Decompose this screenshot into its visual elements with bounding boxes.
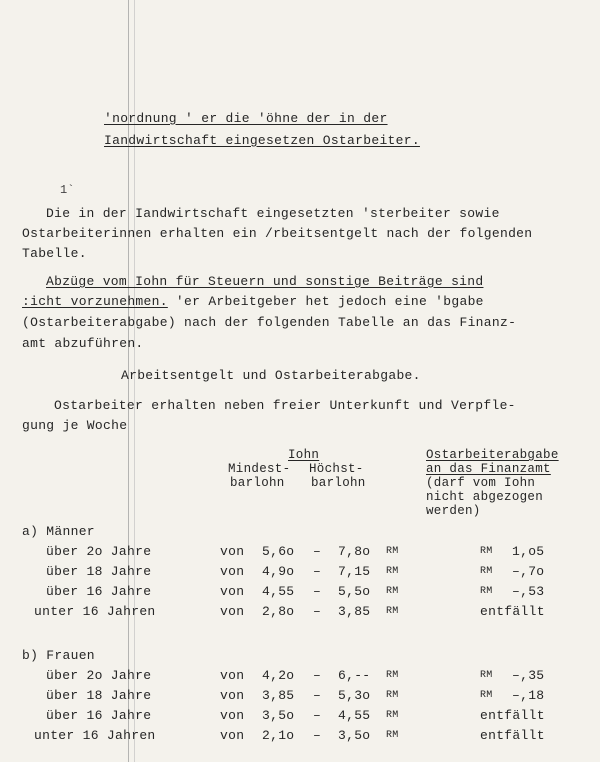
row-dash: – [313, 728, 322, 743]
row-category: über 2o Jahre [46, 668, 152, 683]
p3-line-1: Ostarbeiter erhalten neben freier Unterkunft und Verpfle- [54, 398, 516, 413]
mindest-header-2: barlohn [230, 476, 285, 490]
row-category: über 18 Jahre [46, 688, 152, 703]
row-von: von [220, 544, 245, 559]
row-abgabe: –,7o [512, 564, 545, 579]
subheading: Arbeitsentgelt und Ostarbeiterabgabe. [121, 368, 421, 383]
row-category: über 2o Jahre [46, 544, 152, 559]
mindest-header-1: Mindest- [228, 462, 291, 476]
row-min: 4,2o [262, 668, 295, 683]
row-min: 4,55 [262, 584, 295, 599]
row-currency: RM [386, 606, 399, 617]
row-min: 2,8o [262, 604, 295, 619]
row-max: 3,85 [338, 604, 371, 619]
lohn-header: Iohn [288, 448, 320, 462]
row-min: 2,1o [262, 728, 295, 743]
row-currency: RM [386, 670, 399, 681]
row-max: 4,55 [338, 708, 371, 723]
abgabe-header-1: Ostarbeiterabgabe [426, 448, 559, 462]
row-abgabe: entfällt [480, 604, 545, 619]
row-max: 7,8o [338, 544, 371, 559]
hoechst-header-1: Höchst- [309, 462, 364, 476]
p1-line-1: Die in der Iandwirtschaft eingesetzten 'sterbeiter sowie [46, 206, 500, 221]
row-von: von [220, 604, 245, 619]
row-abgabe: entfällt [480, 728, 545, 743]
p1-line-2: Ostarbeiterinnen erhalten ein /rbeitsentgelt nach der folgenden [22, 226, 533, 241]
abgabe-header-5: werden) [426, 504, 481, 518]
row-von: von [220, 564, 245, 579]
row-abgabe: –,35 [512, 668, 545, 683]
row-abgabe-currency: RM [480, 670, 493, 681]
row-currency: RM [386, 546, 399, 557]
row-category: über 16 Jahre [46, 584, 152, 599]
row-min: 3,5o [262, 708, 295, 723]
p2-line-4: amt abzuführen. [22, 336, 144, 351]
p2-line-2-rest: 'er Arbeitgeber het jedoch eine 'bgabe [167, 294, 484, 309]
row-dash: – [313, 604, 322, 619]
p2-line-3: (Ostarbeiterabgabe) nach der folgenden Tabelle an das Finanz- [22, 315, 517, 330]
group-label-maenner: a) Männer [22, 524, 95, 539]
row-von: von [220, 584, 245, 599]
row-von: von [220, 708, 245, 723]
row-abgabe: 1,o5 [512, 544, 545, 559]
abgabe-header-4: nicht abgezogen [426, 490, 544, 504]
row-dash: – [313, 688, 322, 703]
row-min: 5,6o [262, 544, 295, 559]
title-line-2: Iandwirtschaft eingesetzen Ostarbeiter. [104, 133, 420, 148]
row-abgabe-currency: RM [480, 690, 493, 701]
row-category: über 16 Jahre [46, 708, 152, 723]
row-abgabe: entfällt [480, 708, 545, 723]
p3-line-2: gung je Woche [22, 418, 128, 433]
p2-line-2-underlined: :icht vorzunehmen. [22, 294, 168, 309]
row-dash: – [313, 668, 322, 683]
row-dash: – [313, 584, 322, 599]
row-max: 6,-- [338, 668, 371, 683]
row-abgabe-currency: RM [480, 546, 493, 557]
row-abgabe-currency: RM [480, 566, 493, 577]
row-von: von [220, 728, 245, 743]
row-min: 4,9o [262, 564, 295, 579]
title-line-1: 'nordnung ' er die 'öhne der in der [104, 111, 388, 126]
row-dash: – [313, 708, 322, 723]
p2-line-2 [22, 294, 484, 310]
row-category: unter 16 Jahren [34, 728, 156, 743]
row-category: unter 16 Jahren [34, 604, 156, 619]
abgabe-header-3: (darf vom Iohn [426, 476, 536, 490]
row-currency: RM [386, 586, 399, 597]
row-dash: – [313, 544, 322, 559]
row-von: von [220, 688, 245, 703]
row-min: 3,85 [262, 688, 295, 703]
row-currency: RM [386, 566, 399, 577]
row-max: 3,5o [338, 728, 371, 743]
row-category: über 18 Jahre [46, 564, 152, 579]
row-dash: – [313, 564, 322, 579]
abgabe-header-2: an das Finanzamt [426, 462, 551, 476]
group-label-frauen: b) Frauen [22, 648, 95, 663]
p2-line-1: Abzüge vom Iohn für Steuern und sonstige Beiträge sind [46, 274, 484, 289]
row-max: 5,3o [338, 688, 371, 703]
row-currency: RM [386, 690, 399, 701]
row-max: 7,15 [338, 564, 371, 579]
row-max: 5,5o [338, 584, 371, 599]
row-abgabe: –,18 [512, 688, 545, 703]
p1-line-3: Tabelle. [22, 246, 87, 261]
row-currency: RM [386, 710, 399, 721]
row-currency: RM [386, 730, 399, 741]
row-abgabe-currency: RM [480, 586, 493, 597]
stray-mark: 1` [60, 183, 75, 197]
hoechst-header-2: barlohn [311, 476, 366, 490]
row-abgabe: –,53 [512, 584, 545, 599]
row-von: von [220, 668, 245, 683]
